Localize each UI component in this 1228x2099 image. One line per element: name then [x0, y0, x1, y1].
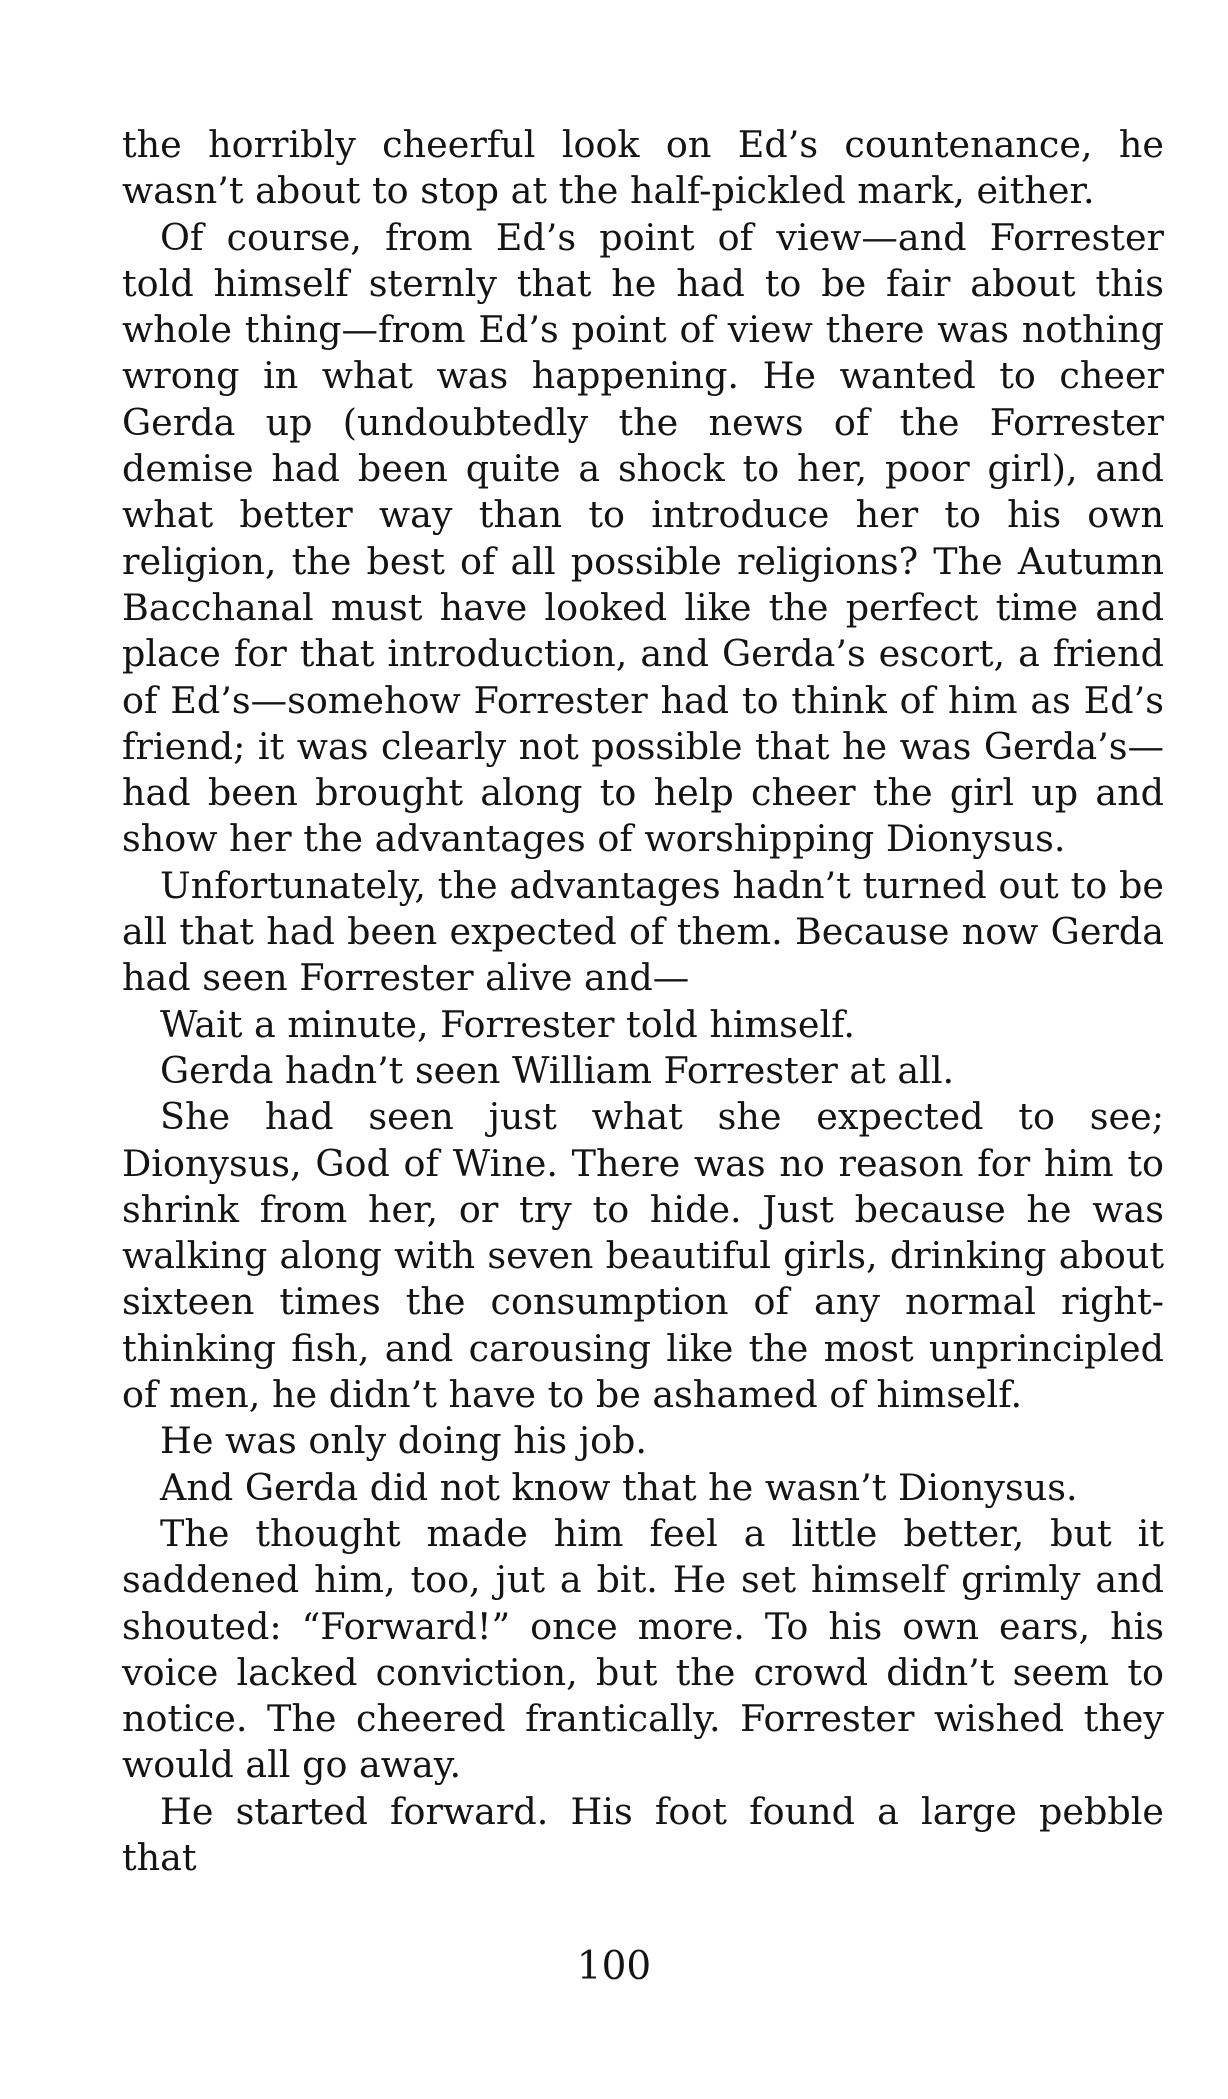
paragraph-continued: the horribly cheerful look on Ed’s countenance, he wasn’t about to stop at the half-pickled mark, either. [122, 123, 1164, 213]
paragraph-partial: He started forward. His foot found a large pebble that [122, 1789, 1164, 1879]
paragraph: Of course, from Ed’s point of view—and Forrester told himself sternly that he had to be fair about this whole thing—from Ed’s point of view there was nothing wrong in what was happening. He wanted to cheer Gerda up (undoubtedly the news of the Forrester demise had been quite a shock to her, poor girl), and what better way than to introduce her to his own religion, the best of all possible religions? The Autumn Bacchanal must have looked like the perfect time and place for that introduction, and Gerda’s escort, a friend of Ed’s—somehow Forrester had to think of him as Ed’s friend; it was clearly not possible that he was Gerda’s—had been brought along to help cheer the girl up and show her the advantages of worshipping Dionysus. [122, 215, 1164, 861]
body-text [122, 122, 1164, 1881]
paragraph: She had seen just what she expected to see; Dionysus, God of Wine. There was no reason for him to shrink from her, or try to hide. Just because he was walking along with seven beautiful girls, drinking about sixteen times the consumption of any normal right-thinking fish, and carousing like the most unprincipled of men, he didn’t have to be ashamed of himself. [122, 1095, 1164, 1417]
paragraph: He was only doing his job. [160, 1419, 648, 1463]
paragraph: The thought made him feel a little better, but it saddened him, too, jut a bit. He set himself grimly and shouted: “Forward!” once more. To his own ears, his voice lacked conviction, but the crowd didn’t seem to notice. The cheered frantically. Forrester wished they would all go away. [122, 1511, 1164, 1787]
paragraph: And Gerda did not know that he wasn’t Dionysus. [160, 1465, 1078, 1509]
page-number: 100 [576, 1944, 652, 1989]
paragraph: Unfortunately, the advantages hadn’t turned out to be all that had been expected of them. Because now Gerda had seen Forrester alive and— [122, 863, 1164, 1000]
paragraph: Gerda hadn’t seen William Forrester at all. [160, 1048, 955, 1092]
paragraph: Wait a minute, Forrester told himself. [160, 1002, 855, 1046]
